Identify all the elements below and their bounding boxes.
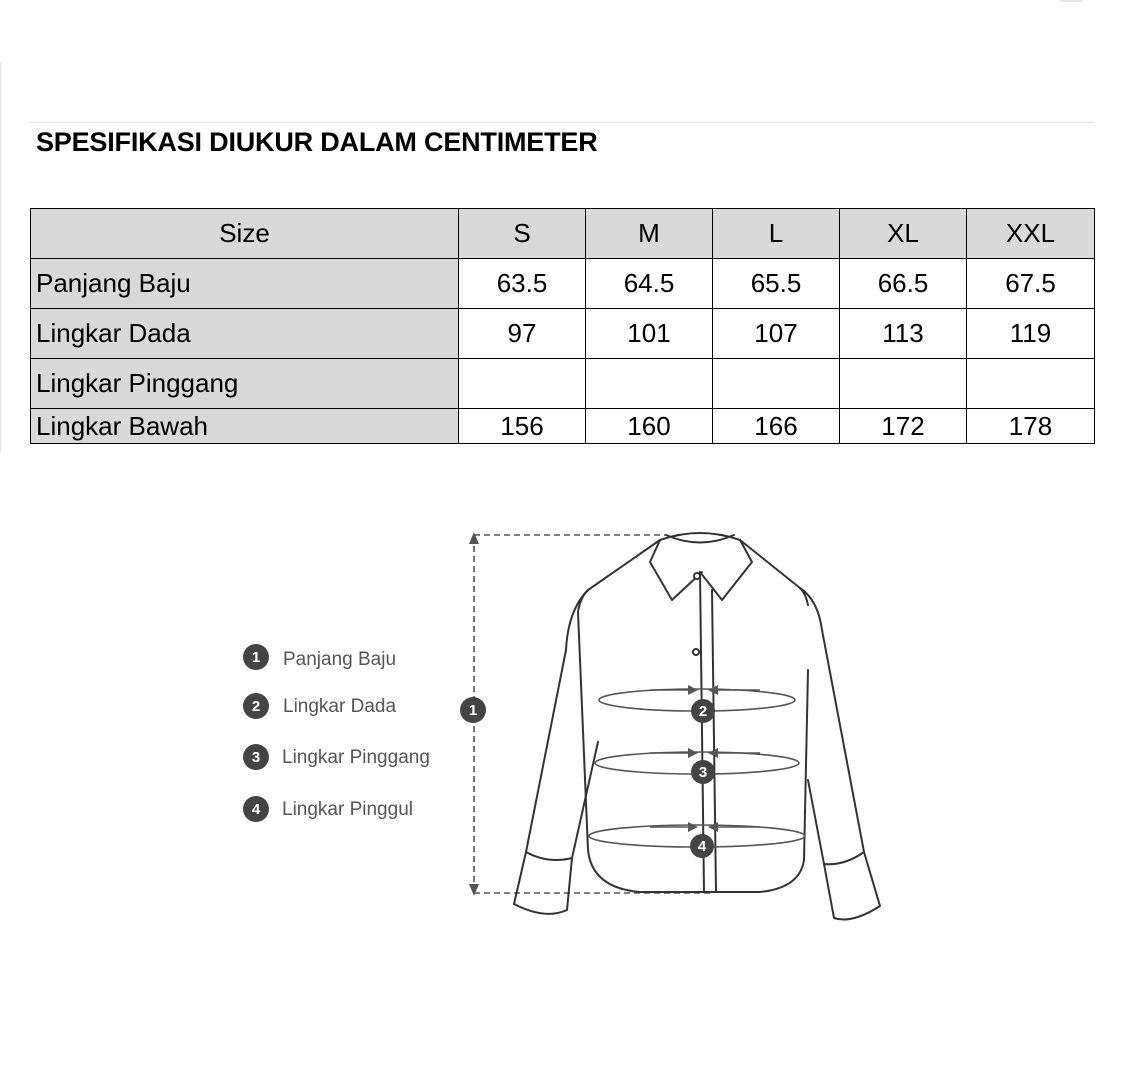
table-cell: 97 xyxy=(459,309,586,359)
legend-label: Lingkar Pinggul xyxy=(282,799,413,820)
table-cell: 65.5 xyxy=(713,259,840,309)
table-cell xyxy=(840,359,967,409)
row-label: Lingkar Dada xyxy=(31,309,459,359)
row-label: Lingkar Bawah xyxy=(31,409,459,444)
table-cell: 101 xyxy=(586,309,713,359)
shirt-measurement-diagram xyxy=(0,480,1125,940)
edge-mark xyxy=(1060,0,1082,2)
legend-number: 2 xyxy=(251,698,261,715)
table-cell xyxy=(713,359,840,409)
legend-number: 4 xyxy=(251,801,261,818)
table-cell xyxy=(967,359,1095,409)
title-row xyxy=(30,122,1094,209)
legend xyxy=(243,644,430,822)
marker-number: 4 xyxy=(697,838,707,855)
legend-label: Lingkar Pinggang xyxy=(282,747,430,768)
header-cell: M xyxy=(586,209,713,259)
table-cell: 119 xyxy=(967,309,1095,359)
table-cell: 178 xyxy=(967,409,1095,444)
legend-label: Panjang Baju xyxy=(283,649,397,670)
row-label: Lingkar Pinggang xyxy=(31,359,459,409)
table-cell: 166 xyxy=(713,409,840,444)
table-cell: 113 xyxy=(840,309,967,359)
marker-number: 1 xyxy=(468,702,478,719)
size-spec-table xyxy=(30,208,1095,444)
legend-item xyxy=(243,644,396,670)
page-title: SPESIFIKASI DIUKUR DALAM CENTIMETER xyxy=(36,127,598,157)
header-cell: L xyxy=(713,209,840,259)
table-cell xyxy=(459,359,586,409)
legend-number: 1 xyxy=(251,649,261,666)
row-label: Panjang Baju xyxy=(31,259,459,309)
table-row xyxy=(31,309,1095,359)
table-header-row xyxy=(31,209,1095,259)
edge-line xyxy=(0,62,1,452)
table-row xyxy=(31,359,1095,409)
header-cell: XL xyxy=(840,209,967,259)
marker-number: 2 xyxy=(698,703,708,720)
legend-item xyxy=(243,796,413,822)
table-cell: 160 xyxy=(586,409,713,444)
table-cell xyxy=(586,359,713,409)
header-cell: Size xyxy=(31,209,459,259)
shirt-buttons xyxy=(693,573,700,655)
table-cell: 107 xyxy=(713,309,840,359)
legend-label: Lingkar Dada xyxy=(283,696,397,717)
table-cell: 64.5 xyxy=(586,259,713,309)
table-cell: 67.5 xyxy=(967,259,1095,309)
length-dimension xyxy=(469,532,710,896)
table-row xyxy=(31,259,1095,309)
legend-item xyxy=(243,693,396,719)
shirt-outline-icon xyxy=(514,533,880,920)
table-cell: 172 xyxy=(840,409,967,444)
header-cell: S xyxy=(459,209,586,259)
legend-item xyxy=(243,744,430,770)
table-cell: 63.5 xyxy=(459,259,586,309)
table-cell: 66.5 xyxy=(840,259,967,309)
table-cell: 156 xyxy=(459,409,586,444)
table-row xyxy=(31,409,1095,444)
marker-number: 3 xyxy=(698,764,708,781)
header-cell: XXL xyxy=(967,209,1095,259)
legend-number: 3 xyxy=(251,749,261,766)
